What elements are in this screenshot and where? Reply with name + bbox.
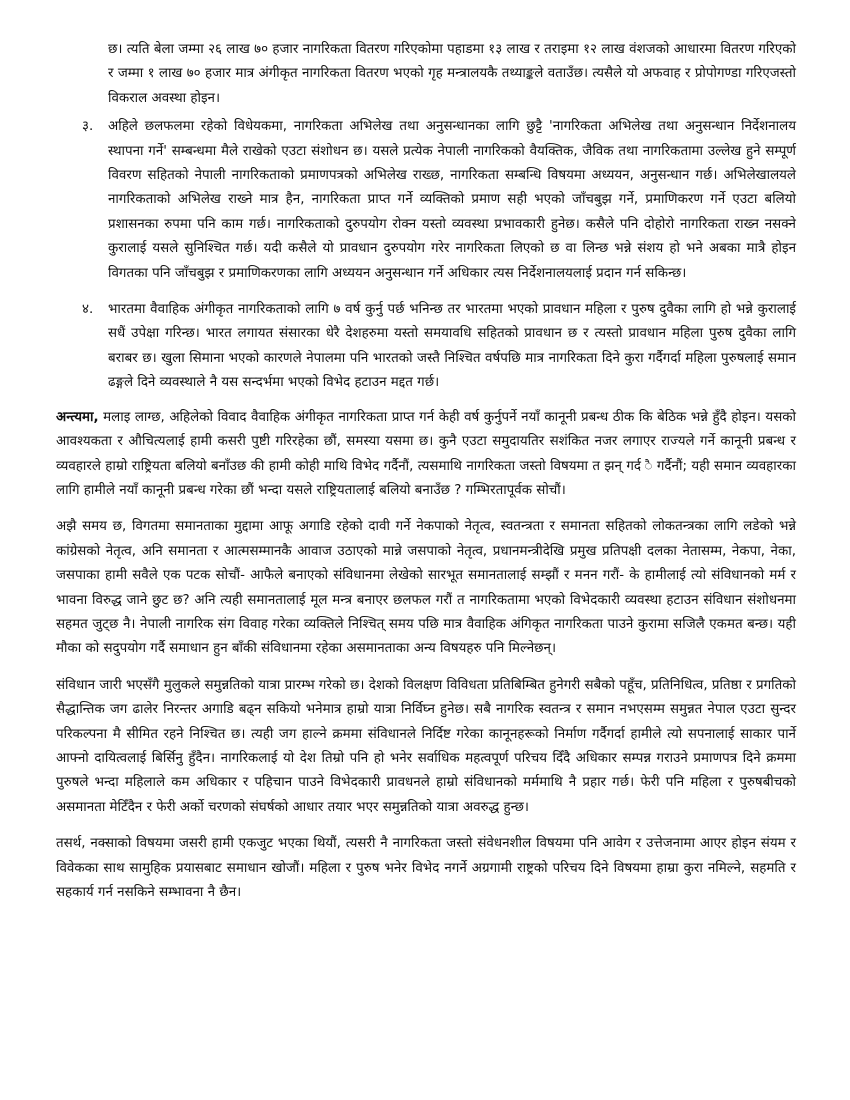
list-item-3 <box>82 115 796 286</box>
list-item-text: अहिले छलफलमा रहेको विधेयकमा, नागरिकता अभिलेख तथा अनुसन्धानका लागि छुट्टै 'नागरिकता अभिलेख तथा अनुसन्धान निर्देशनालय स्थापना गर्ने' सम्बन्धमा मैले राखेको एउटा संशोधन छ। यसले प्रत्येक नेपाली नागरिकको वैयक्तिक, जैविक तथा नागरिकतामा उल्लेख हुने सम्पूर्ण विवरण सहितको नेपाली नागरिकताको प्रमाणपत्रको अभिलेख राख्छ, नागरिकता सम्बन्धि विषयमा अध्ययन, अनुसन्धान गर्छ। अभिलेखालयले नागरिकताको अभिलेख राख्ने मात्र हैन, नागरिकता प्राप्त गर्ने व्यक्तिको प्रमाण सही भएको जाँचबुझ गर्ने, प्रमाणिकरण गर्ने एउटा बलियो प्रशासनका रुपमा पनि काम गर्छ। नागरिकताको दुरुपयोग रोक्न यस्तो व्यवस्था प्रभावकारी हुनेछ। कसैले पनि दोहोरो नागरिकता राख्न नसक्ने कुरालाई यसले सुनिश्चित गर्छ। यदी कसैले यो प्रावधान दुरुपयोग गरेर नागरिकता लिएको छ वा लिन्छ भन्ने संशय हो भने अबका मात्रै होइन विगतका पनि जाँचबुझ र प्रमाणिकरणका लागि अध्ययन अनुसन्धान गर्ने अधिकार त्यस निर्देशनालयलाई प्रदान गर्न सकिन्छ। <box>108 119 796 281</box>
list-item-number: ३. <box>82 119 94 135</box>
body-paragraph-2: संविधान जारी भएसँगै मुलुकले समुन्नतिको यात्रा प्रारम्भ गरेको छ। देशको विलक्षण विविधता प्रतिबिम्बित हुनेगरी सबैको पहूँच, प्रतिनिधित्व, प्रतिष्ठा र प्रगतिको सैद्धान्तिक जग ढालेर निरन्तर अगाडि बढ्न सकियो भनेमात्र हाम्रो यात्रा निर्विघ्न हुनेछ। सबै नागरिक स्वतन्त्र र समान नभएसम्म समुन्नत नेपाल एउटा सुन्दर परिकल्पना मै सीमित रहने निश्चित छ। त्यही जग हाल्ने क्रममा संविधानले निर्दिष्ट गरेका कानूनहरूको निर्माण गर्दैगर्दा हामीले त्यो सपनालाई साकार पार्ने आफ्नो दायित्वलाई बिर्सिनु हुँदैन। नागरिकलाई यो देश तिम्रो पनि हो भनेर सर्वाधिक महत्वपूर्ण परिचय दिँदै अधिकार सम्पन्न गराउने प्रमाणपत्र दिने क्रममा पुरुषले भन्दा महिलाले कम अधिकार र पहिचान पाउने विभेदकारी प्रावधनले हाम्रो संविधानको मर्ममाथि नै प्रहार गर्छ। फेरी पनि महिला र पुरुषबीचको असमानता मेटिँदैन र फेरी अर्को चरणको संघर्षको आधार तयार भएर समुन्नतिको यात्रा अवरुद्ध हुन्छ। <box>56 677 796 815</box>
body-paragraph-1: अझै समय छ, विगतमा समानताका मुद्दामा आफू अगाडि रहेको दावी गर्ने नेकपाको नेतृत्व, स्वतन्त्रता र समानता सहितको लोकतन्त्रका लागि लडेको भन्ने कांग्रेसको नेतृत्व, अनि समानता र आत्मसम्मानकै आवाज उठाएको मान्ने जसपाको नेतृत्व, प्रधानमन्त्रीदेखि प्रमुख प्रतिपक्षी दलका नेतासम्म, नेकपा, नेका, जसपाका हामी सवैले एक पटक सोचौं- आफैले बनाएको संविधानमा लेखेको सारभूत समानतालाई सम्झौं र मनन गरौं- के हामीलाई त्यो संविधानको मर्म र भावना विरुद्ध जाने छुट छ? अनि त्यही समानतालाई मूल मन्त्र बनाएर छलफल गरौं त नागरिकतामा भएको विभेदकारी व्यवस्था हटाउन संविधान संशोधनमा सहमत जुट्छ नै। नेपाली नागरिक संग विवाह गरेका व्यक्तिले निश्चित् समय पछि मात्र वैवाहिक अंगिकृत नागरिकता पाउने कुरामा सजिलै एकमत बन्छ। यही मौका को सदुपयोग गर्दै समाधान हुन बाँकी संविधानमा रहेका असमानताका अन्य विषयहरु पनि मिल्नेछन्। <box>56 519 796 657</box>
list-item-4 <box>82 298 796 396</box>
conclusion-paragraph <box>56 406 796 504</box>
body-paragraph-3: तसर्थ, नक्साको विषयमा जसरी हामी एकजुट भएका थियौं, त्यसरी नै नागरिकता जस्तो संवेधनशील विषयमा पनि आवेग र उत्तेजनामा आएर होइन संयम र विवेकका साथ सामुहिक प्रयासबाट समाधान खोजौं। महिला र पुरुष भनेर विभेद नगर्ने अग्रगामी राष्ट्रको परिचय दिने विषयमा हाम्रा कुरा नमिल्ने, सहमति र सहकार्य गर्न नसकिने सम्भावना नै छैन। <box>56 836 796 900</box>
list-item-continuation <box>108 38 796 111</box>
list-item-text: छ। त्यति बेला जम्मा २६ लाख ७० हजार नागरिकता वितरण गरिएकोमा पहाडमा १३ लाख र तराइमा १२ लाख वंशजको आधारमा वितरण गरिएको र जम्मा १ लाख ७० हजार मात्र अंगीकृत नागरिकता वितरण भएको गृह मन्त्रालयकै तथ्याङ्कले वताउँछ। त्यसैले यो अफवाह र प्रोपोगण्डा गरिएजस्तो विकराल अवस्था होइन। <box>108 42 796 106</box>
conclusion-lead: अन्त्यमा, <box>56 409 99 425</box>
conclusion-text: मलाइ लाग्छ, अहिलेको विवाद वैवाहिक अंगीकृत नागरिकता प्राप्त गर्न केही वर्ष कुर्नुपर्ने नयाँ कानूनी प्रबन्ध ठीक कि बेठिक भन्ने हुँदै होइन। यसको आवश्यकता र औचित्यलाई हामी कसरी पुष्टी गरिरहेका छौं, समस्या यसमा छ। कुनै एउटा समुदायतिर सशंकित नजर लगाएर राज्यले गर्ने कानूनी प्रबन्ध र व्यवहारले हाम्रो राष्ट्रियता बलियो बनाँउछ की हामी कोही माथि विभेद गर्दैनौं, त्यसमाथि नागरिकता जस्तो विषयमा त झन् गर्द ै गर्दैनौं; यही समान व्यवहारका लागि हामीले नयाँ कानूनी प्रबन्ध गरेका छौं भन्दा यसले राष्ट्रियतालाई बलियो बनाउँछ ? गम्भिरतापूर्वक सोचौं। <box>56 409 796 498</box>
document-page <box>56 38 796 917</box>
list-item-number: ४. <box>82 302 94 318</box>
list-item-text: भारतमा वैवाहिक अंगीकृत नागरिकताको लागि ७ वर्ष कुर्नु पर्छ भनिन्छ तर भारतमा भएको प्रावधान महिला र पुरुष दुवैका लागि हो भन्ने कुरालाई सधैं उपेक्षा गरिन्छ। भारत लगायत संसारका धेरै देशहरुमा यस्तो समयावधि सहितको प्रावधान छ र त्यस्तो प्रावधान महिला पुरुष दुवैका लागि बराबर छ। खुला सिमाना भएको कारणले नेपालमा पनि भारतको जस्तै निश्चित वर्षपछि मात्र नागरिकता दिने कुरा गर्दैगर्दा महिला पुरुषलाई समान ढङ्गले दिने व्यवस्थाले नै यस सन्दर्भमा भएको विभेद हटाउन मद्दत गर्छ। <box>108 302 796 391</box>
